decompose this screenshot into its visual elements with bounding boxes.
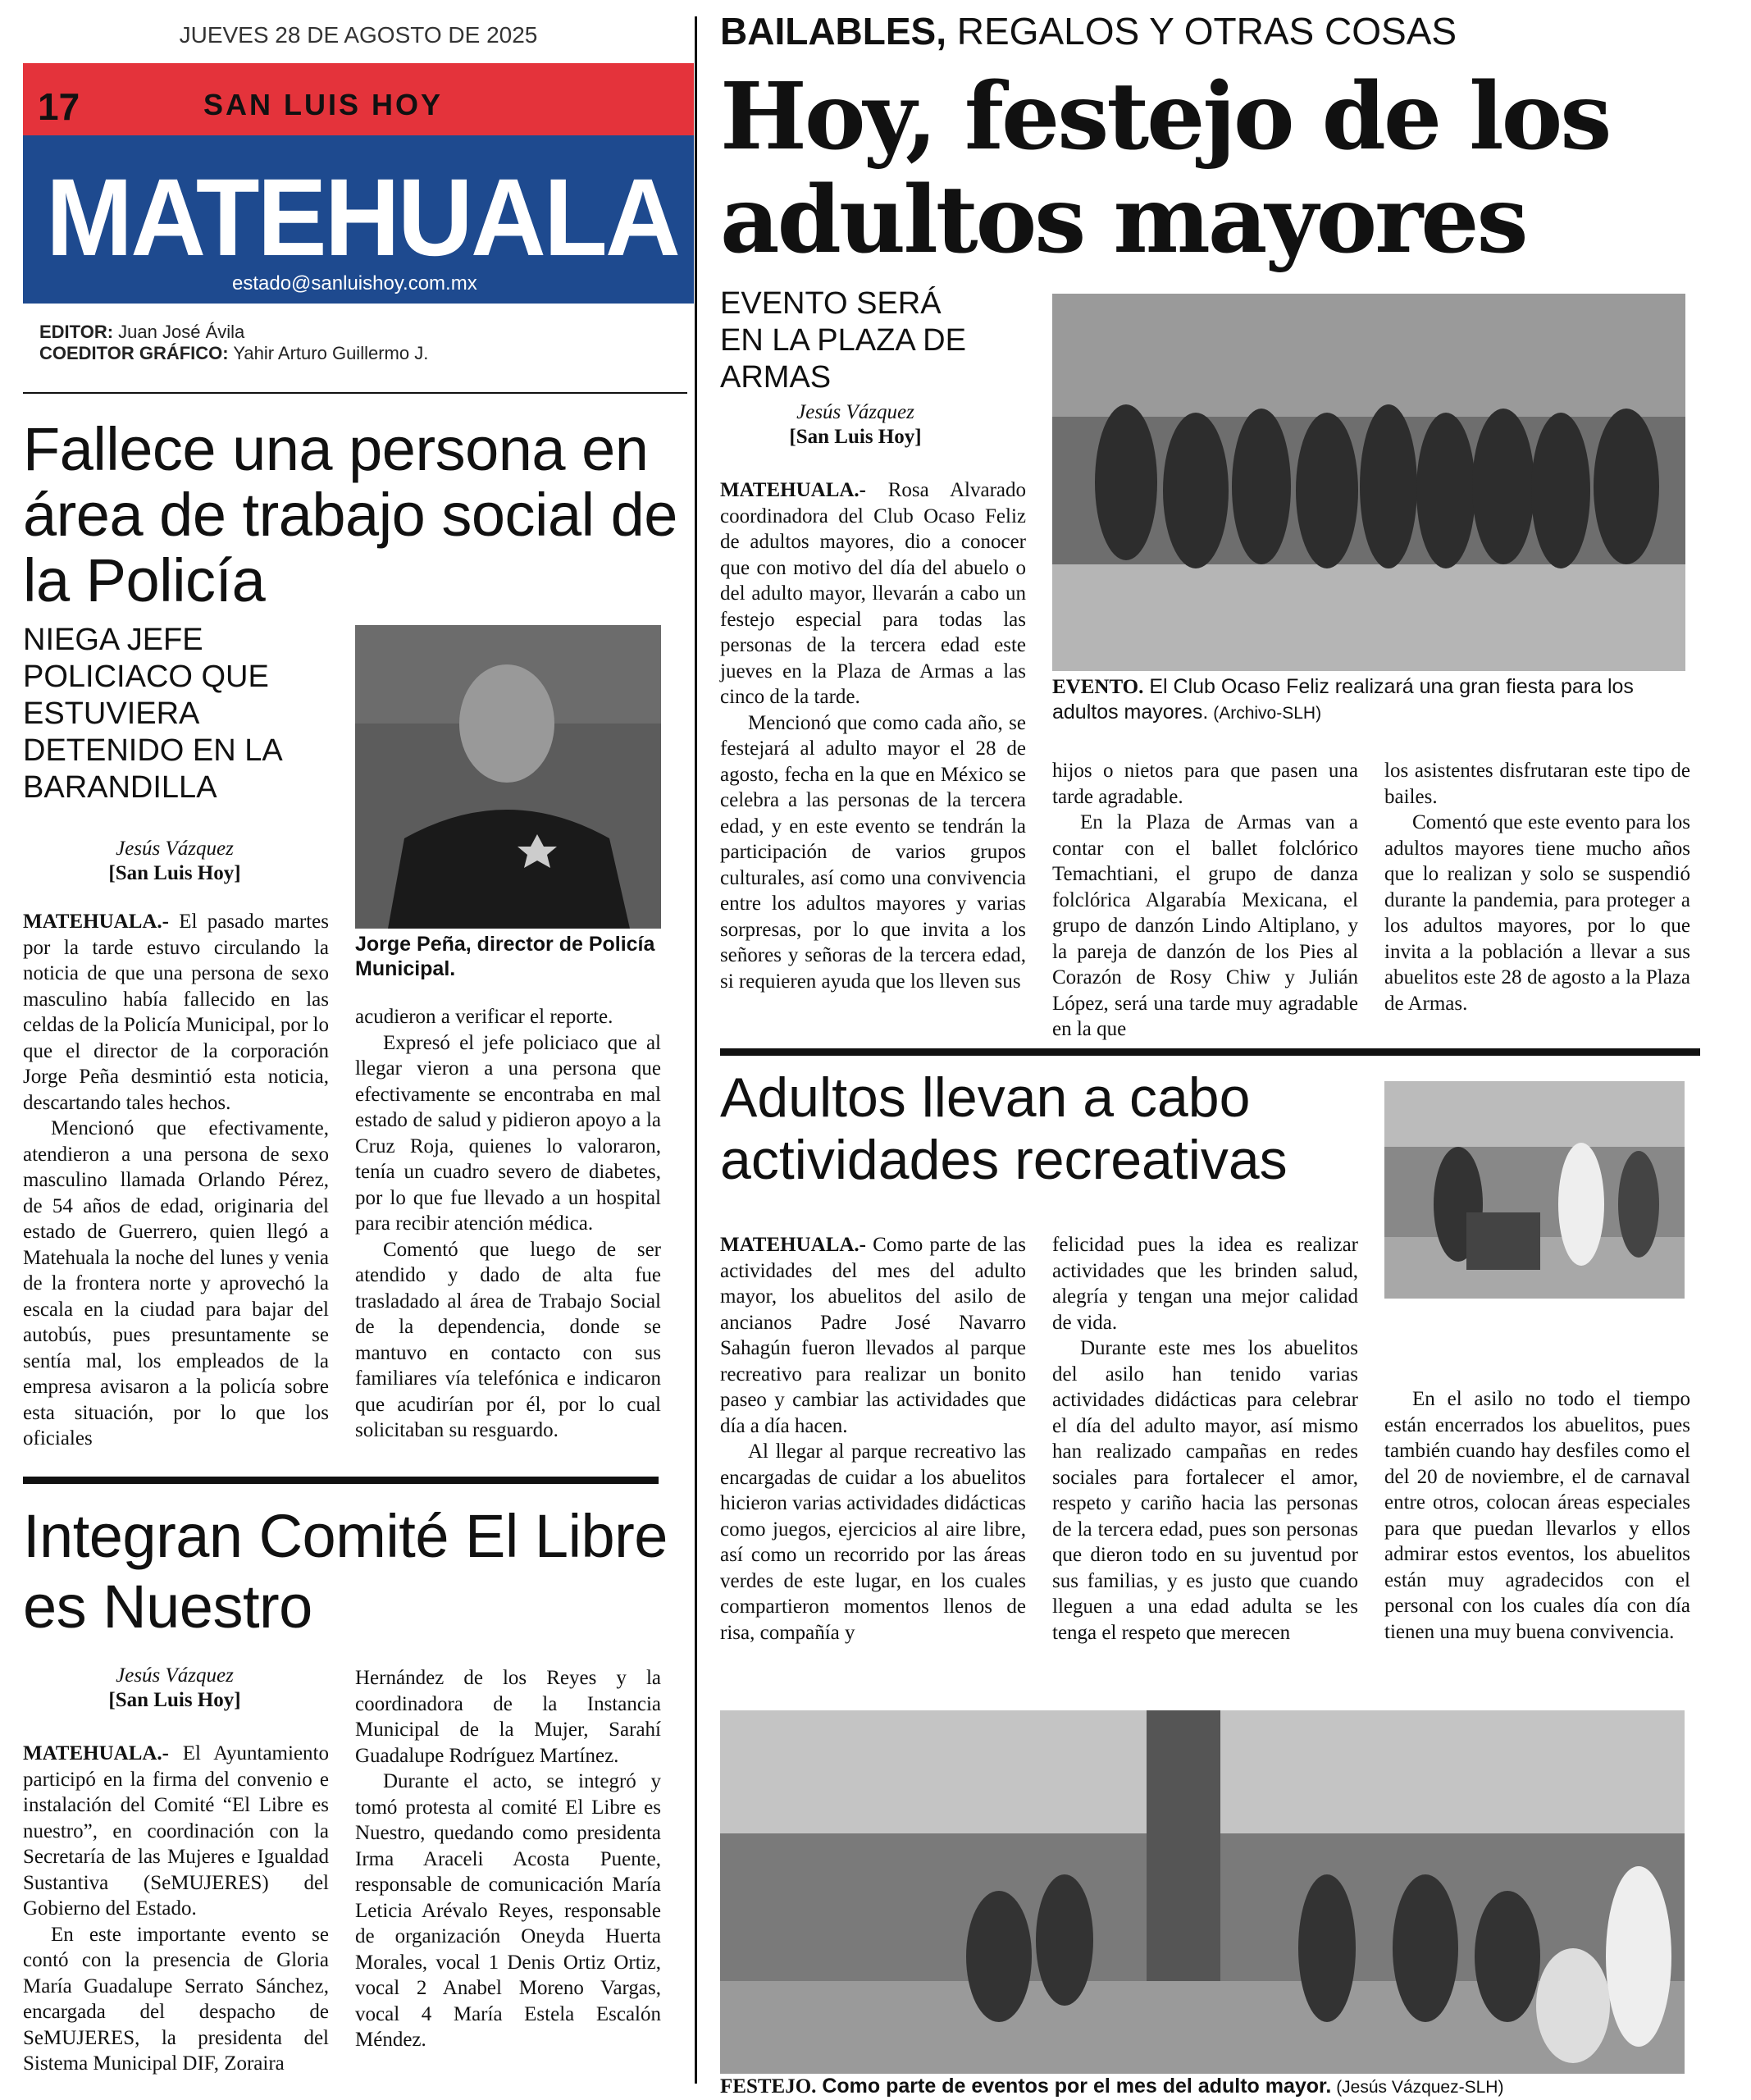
photo-jorge-pena [355, 625, 661, 929]
masthead-blue-band [23, 135, 694, 304]
body-fallece-col2: acudieron a verificar el reporte. Expresó el jefe policiaco que al llegar vieron a una persona que efectivamente se encontraba en mal estado de salud y pidieron apoyo a la Cruz Roja, quienes lo valoraron, tenía un cuadro severo de diabetes, por lo que fue llevado a un hospital para recibir atención médica. Comentó que luego de ser atendido y dado de alta fue trasladado al área de Trabajo Social de la dependencia, donde se mantuvo en contacto con sus familiares vía telefónica e indicaron que acudirían por él, por lo cual solicitaban su resguardo. [355, 1006, 661, 1441]
body-adultos-col1: MATEHUALA.- Como parte de las actividades del mes del adulto mayor, los abuelitos del asilo de ancianos Padre José Navarro Sahagún fueron llevados al parque recreativo para realizar un bonito paseo y cambiar las actividades que día a día hacen. Al llegar al parque recreativo las encargadas de cuidar a los abuelitos hicieron varias actividades didácticas como juegos, ejercicios al aire libre, así como un recorrido por las áreas verdes de este lugar, en los cuales compartieron momentos llenos de risa, compañía y [720, 1234, 1027, 1644]
coeditor-name: Yahir Arturo Guillermo J. [233, 343, 429, 363]
body-festejo-col1: MATEHUALA.- Rosa Alvarado coordinadora del Club Ocaso Feliz de adultos mayores, dio a conocer que con motivo del día del abuelo o del adulto mayor, llevarán a cabo un festejo especial para todas las personas de la tercera edad este jueves en la Plaza de Armas a las cinco de la tarde. Mencionó que como cada año, se festejará al adulto mayor el 28 de agosto, fecha en la que en México se celebra a las personas de la tercera edad, y en este evento se tendrán la participación de varios grupos culturales, así como una convivencia entre los adultos mayores y varias sorpresas, por lo que invita a los señores y señoras de la tercera edad, si requieren ayuda que los lleven sus [720, 479, 1026, 993]
editor-name: Juan José Ávila [118, 322, 245, 342]
masthead [23, 21, 694, 304]
headline-festejo: Hoy, festejo de los adultos mayores [720, 63, 1610, 274]
body-comite-col1: MATEHUALA.- El Ayuntamiento participó en la firma del convenio e instalación del Comité “El Libre es nuestro”, en coordinación con la Secretaría de las Mujeres e Igualdad Sustantiva (SeMUJERES) del Gobierno del Estado. En este importante evento se contó con la presencia de Gloria María Guadalupe Serrato Sánchez, encargada del despacho de SeMUJERES, la presidenta del Sistema Municipal DIF, Zoraira [23, 1742, 329, 2075]
body-festejo-col3: los asistentes disfrutaran este tipo de bailes. Comentó que este evento para los adultos mayores tiene mucho años que lo realizan y solo se suspendió durante la pandemia, para proteger a los adultos mayores, por lo que invita a la población a llevar a sus abuelitos este 28 de agosto a la Plaza de Armas. [1384, 760, 1690, 1015]
police-director-photo [355, 625, 661, 929]
page-number: 17 [38, 85, 80, 128]
photo-caption-festejo: EVENTO. El Club Ocaso Feliz realizará una gran fiesta para los adultos mayores. (Archivo-SLH) [1052, 675, 1634, 724]
body-comite-col2: Hernández de los Reyes y la coordinadora de la Instancia Municipal de la Mujer, Sarahí Guadalupe Rodríguez Martínez. Durante el acto, se integró y tomó protesta al comité El Libre es Nuestro, quedando como presidenta Irma Araceli Acosta Puente, responsable de comunicación María Leticia Arévalo Reyes, responsable de organización Oneyda Huerta Morales, vocal 1 Denis Ortiz Ortiz, vocal 2 Anabel Moreno Vargas, vocal 4 María Estela Escalón Méndez. [355, 1667, 661, 2051]
byline-fallece: Jesús Vázquez [San Luis Hoy] [108, 838, 241, 884]
photo-asilo-festejo [720, 1710, 1685, 2084]
nursing-home-celebration-photo [720, 1710, 1685, 2084]
dancers-group-photo [1052, 294, 1685, 671]
headline-comite: Integran Comité El Libre es Nuestro [23, 1502, 668, 1641]
park-activity-photo [1384, 1081, 1685, 1299]
masthead-bottom-rule [23, 392, 687, 394]
body-festejo-col2: hijos o nietos para que pasen una tarde agradable. En la Plaza de Armas van a contar con el ballet folclórico Temachtiani, el grupo de danza folclórica Algarabía Mexicana, el grupo de danzón Lindo Altiplano, y la pareja de danzón de los Pies al Corazón de Rosy Chiw y Julián López, será una tarde muy agradable en la que [1052, 760, 1358, 1040]
byline-comite: Jesús Vázquez [San Luis Hoy] [108, 1664, 241, 1711]
headline-adultos: Adultos llevan a cabo actividades recreativas [720, 1066, 1288, 1191]
masthead-red-band [23, 63, 694, 135]
story-divider-right [720, 1048, 1700, 1056]
photo-caption-adultos: FESTEJO. Como parte de eventos por el mes del adulto mayor. (Jesús Vázquez-SLH) [720, 2074, 1688, 2100]
kicker-festejo: BAILABLES, REGALOS Y OTRAS COSAS [720, 10, 1457, 52]
staff-box: EDITOR: Juan José Ávila COEDITOR GRÁFICO: Yahir Arturo Guillermo J. [39, 322, 429, 363]
subhead-fallece: NIEGA JEFE POLICIACO QUE ESTUVIERA DETENIDO EN LA BARANDILLA [23, 623, 281, 805]
body-fallece-col1: MATEHUALA.- El pasado martes por la tarde estuvo circulando la noticia de que una persona de sexo masculino había fallecido en las celdas de la Policía Municipal, por lo que el director de la corporación Jorge Peña desmintió esta noticia, descartando tales hechos. Mencionó que efectivamente, atendieron a una persona de sexo masculino llamada Orlando Pérez, de 54 años de edad, originaria del estado de Guerrero, quien llegó a Matehuala la noche del lunes y venia de la frontera norte y aprovechó la escala en la ciudad para bajar del autobús, pues presuntamente se sentía mal, los empleados de la empresa avisaron a la policía sobre esta situación, por lo que los oficiales [23, 911, 329, 1449]
subhead-festejo: EVENTO SERÁ EN LA PLAZA DE ARMAS [720, 286, 966, 395]
headline-fallece: Fallece una persona en área de trabajo social de la Policía [23, 415, 677, 614]
body-adultos-col3: En el asilo no todo el tiempo están encerrados los abuelitos, pues también cuando hay desfiles como el del 20 de noviembre, el de carnaval entre otros, colocan áreas especiales para que puedan llevarlos y ellos admirar estos eventos, los abuelitos están muy agradecidos con el personal con los cuales día con día tienen una muy buena convivencia. [1384, 1388, 1690, 1643]
paper-name: SAN LUIS HOY [203, 88, 444, 121]
byline-festejo: Jesús Vázquez [San Luis Hoy] [789, 401, 922, 448]
photo-caption-fallece: Jorge Peña, director de Policía Municipal. [355, 933, 655, 980]
photo-club-ocaso [1052, 294, 1685, 671]
section-email: estado@sanluishoy.com.mx [232, 272, 477, 294]
issue-date: JUEVES 28 DE AGOSTO DE 2025 [179, 22, 538, 48]
story-divider-left [23, 1477, 659, 1484]
column-divider [695, 16, 697, 2084]
section-title: MATEHUALA [46, 157, 679, 279]
photo-adultos-parque [1384, 1081, 1685, 1299]
body-adultos-col2: felicidad pues la idea es realizar actividades que les brinden salud, alegría y tengan una mejor calidad de vida. Durante este mes los abuelitos del asilo han tenido varias actividades didácticas para celebrar el día del adulto mayor, así mismo han realizado campañas en redes sociales para fortalecer el amor, respeto y cariño hacia las personas de la tercera edad, pues son personas que dieron todo en su juventud por sus familias, y es justo que cuando lleguen a una edad adulta se les tenga el respeto que merecen [1052, 1234, 1358, 1644]
